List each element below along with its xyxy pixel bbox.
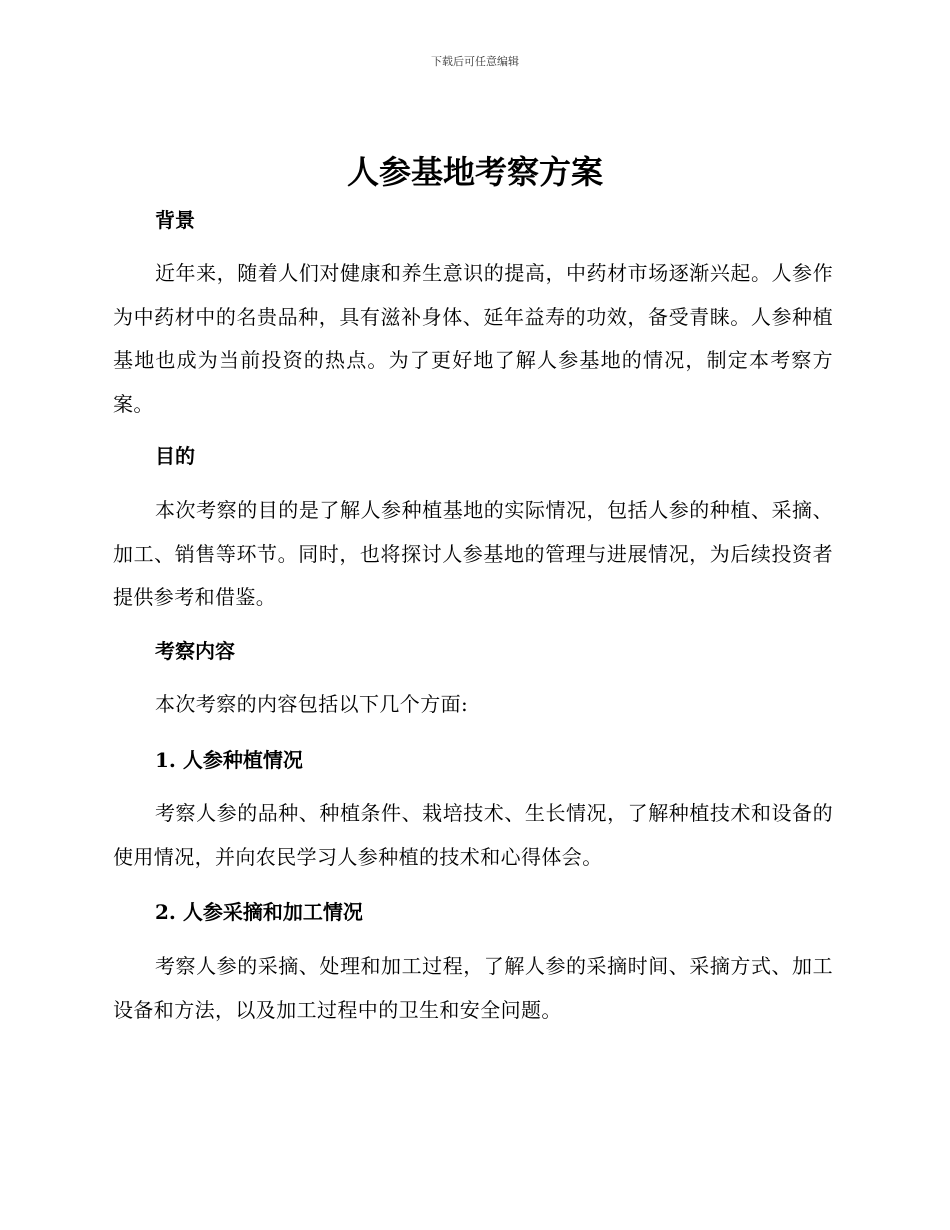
- harvest-processing-paragraph: 考察人参的采摘、处理和加工过程，了解人参的采摘时间、采摘方式、加工设备和方法，以及加工过程中的卫生和安全问题。: [113, 954, 833, 1022]
- section-heading-purpose: 目的: [155, 444, 195, 468]
- subheading-harvest-processing: 2. 人参采摘和加工情况: [155, 900, 363, 924]
- purpose-paragraph: 本次考察的目的是了解人参种植基地的实际情况，包括人参的种植、采摘、加工、销售等环节。同时，也将探讨人参基地的管理与进展情况，为后续投资者提供参考和借鉴。: [113, 498, 833, 609]
- page-header: 下载后可任意编辑: [431, 55, 519, 68]
- section-heading-content: 考察内容: [155, 639, 235, 663]
- section-heading-background: 背景: [155, 208, 195, 232]
- background-paragraph: 近年来，随着人们对健康和养生意识的提高，中药材市场逐渐兴起。人参作为中药材中的名贵品种，具有滋补身体、延年益寿的功效，备受青睐。人参种植基地也成为当前投资的热点。为了更好地了解人参基地的情况，制定本考察方案。: [113, 261, 833, 416]
- planting-paragraph: 考察人参的品种、种植条件、栽培技术、生长情况，了解种植技术和设备的使用情况，并向农民学习人参种植的技术和心得体会。: [113, 801, 833, 869]
- document-title: 人参基地考察方案: [346, 153, 603, 191]
- content-intro-paragraph: 本次考察的内容包括以下几个方面:: [155, 692, 469, 716]
- subheading-planting: 1. 人参种植情况: [155, 748, 303, 772]
